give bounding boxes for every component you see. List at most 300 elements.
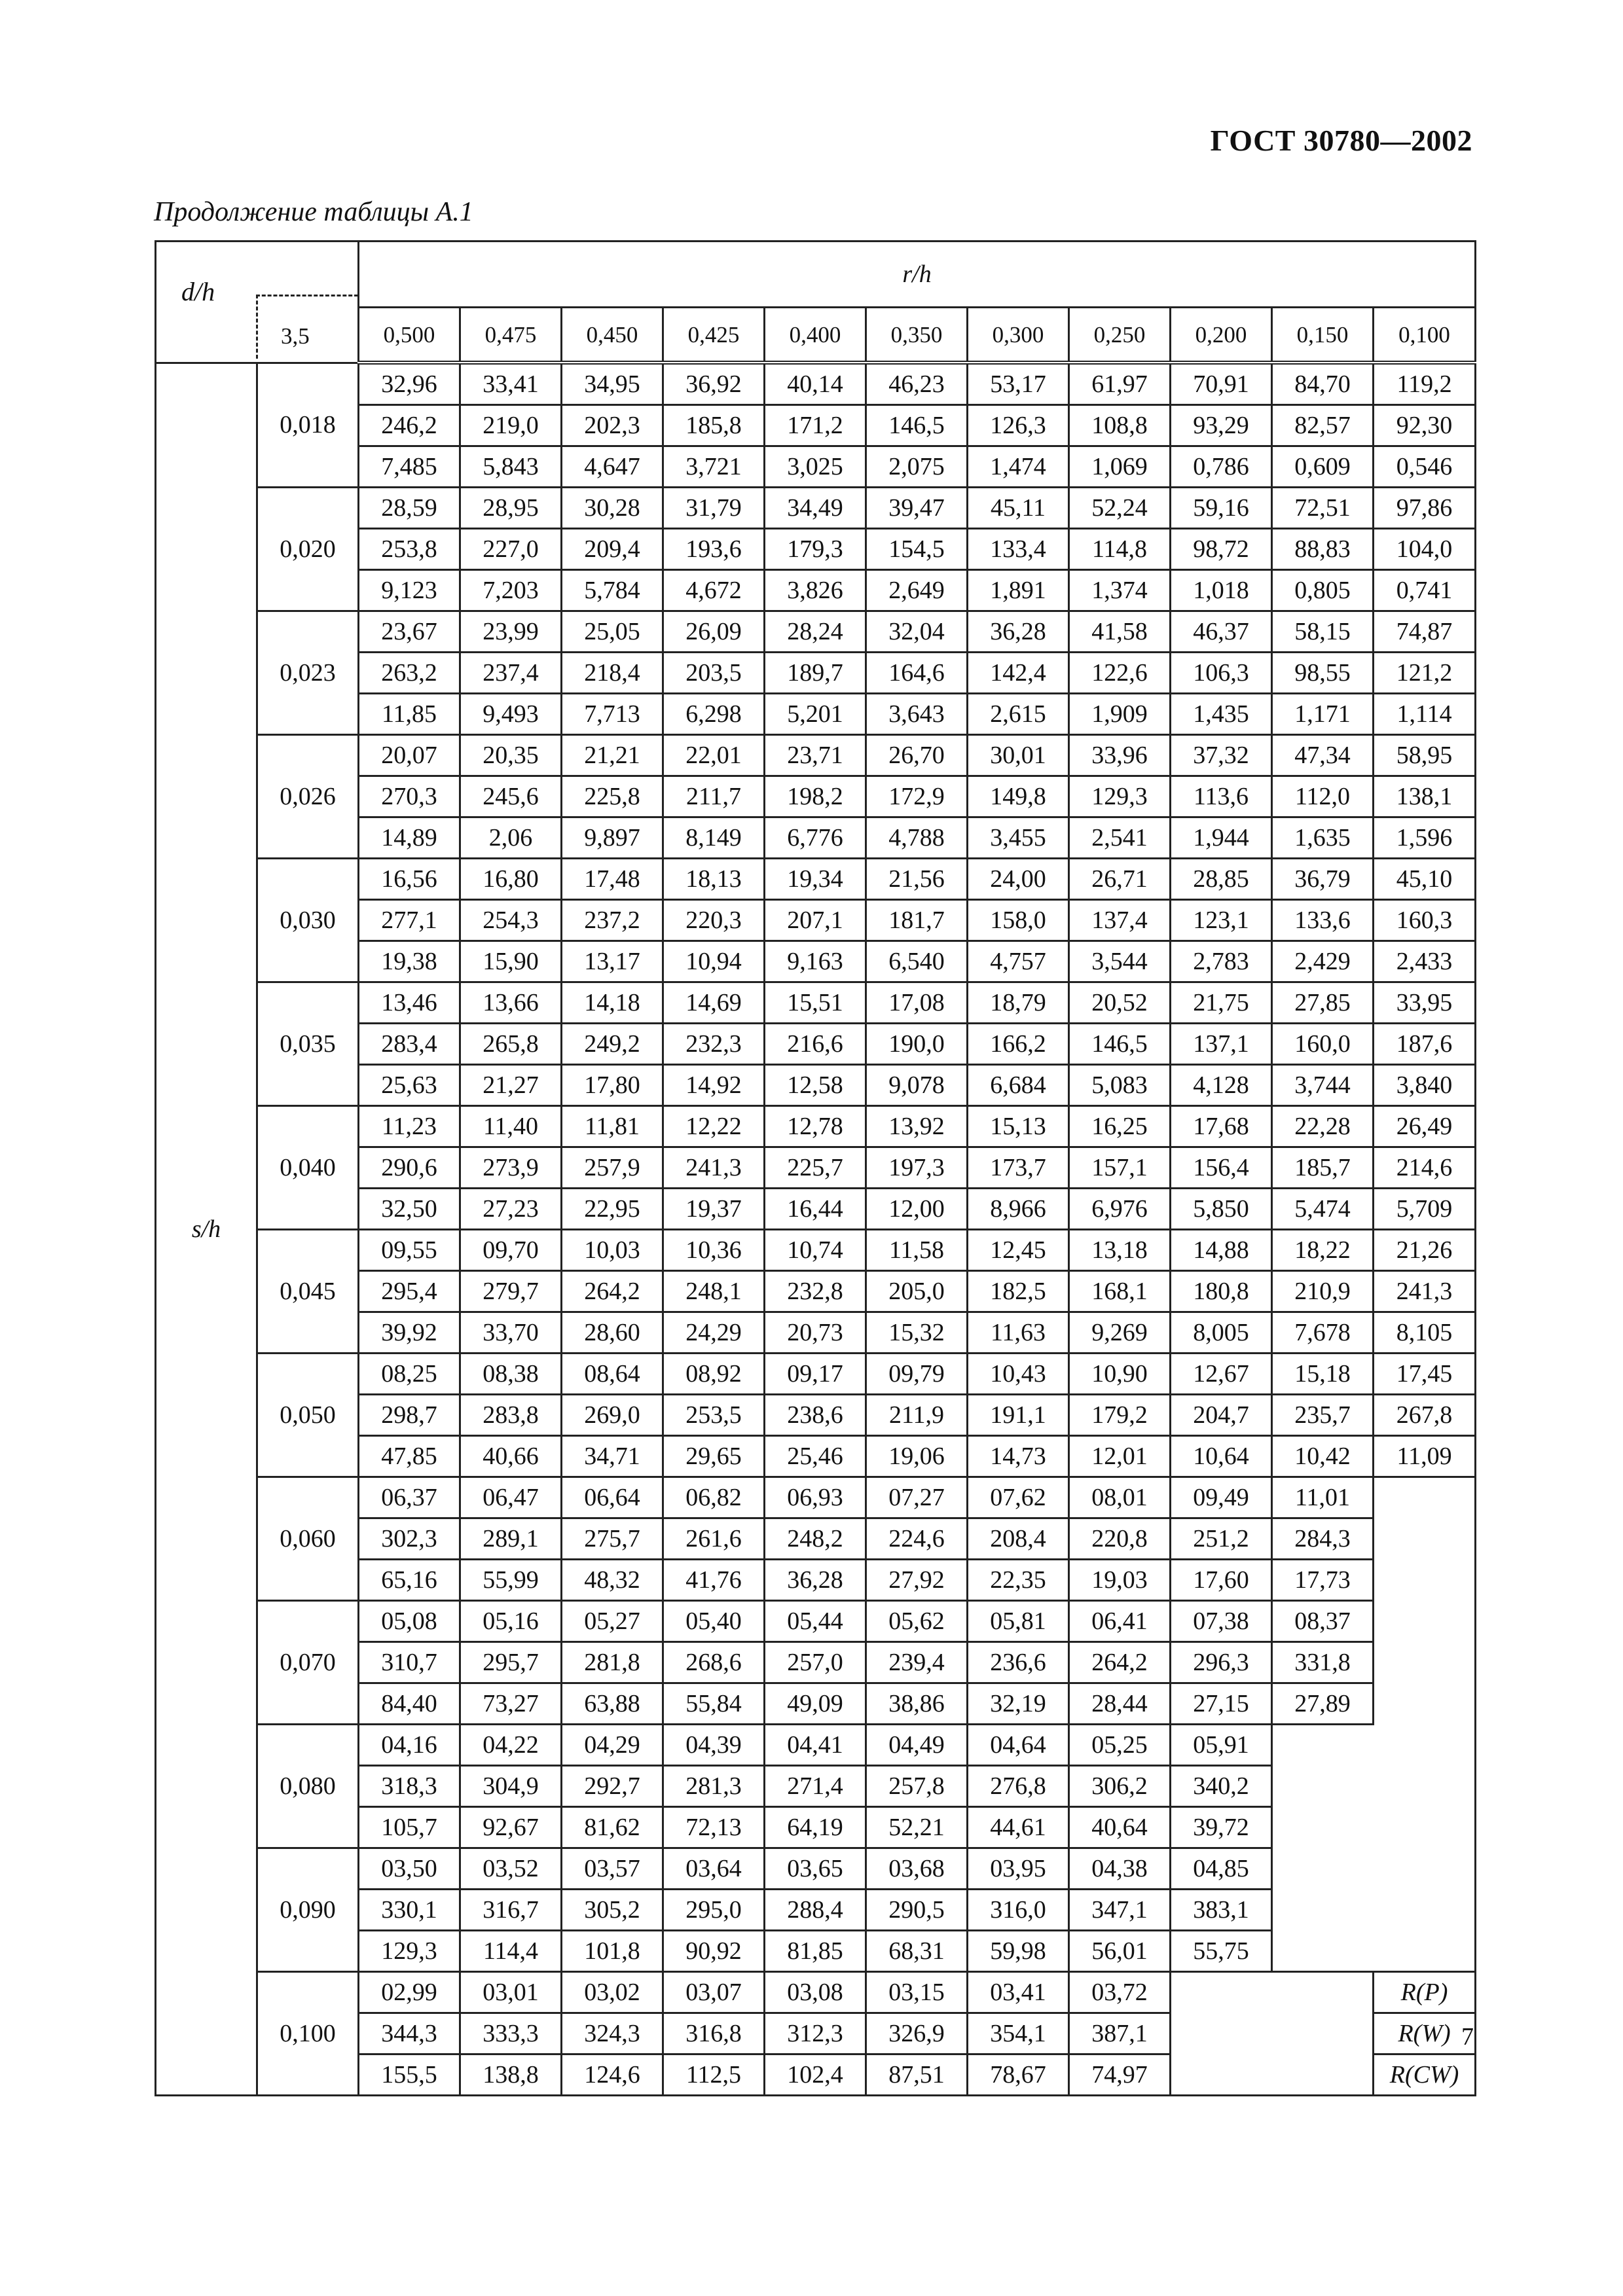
data-cell: 59,16 [1171, 488, 1272, 529]
data-cell: 55,99 [460, 1560, 562, 1601]
data-cell: 7,678 [1272, 1312, 1374, 1354]
data-cell: 316,0 [968, 1890, 1069, 1931]
data-cell: 5,474 [1272, 1189, 1374, 1230]
data-cell: 27,23 [460, 1189, 562, 1230]
data-cell: 08,37 [1272, 1601, 1374, 1642]
data-cell: 6,298 [663, 694, 765, 735]
data-cell: 6,540 [866, 941, 968, 982]
data-cell: 74,87 [1374, 611, 1476, 653]
data-cell: 1,374 [1069, 570, 1171, 611]
table-body [156, 242, 1476, 2096]
data-cell: 276,8 [968, 1766, 1069, 1807]
data-cell: 63,88 [562, 1683, 663, 1725]
data-cell: 267,8 [1374, 1395, 1476, 1436]
data-cell: 15,51 [765, 982, 866, 1024]
data-cell: 246,2 [359, 405, 460, 446]
data-cell: 13,17 [562, 941, 663, 982]
data-cell: 4,647 [562, 446, 663, 488]
s-value-cell: 0,026 [257, 735, 359, 859]
data-cell: 290,5 [866, 1890, 968, 1931]
column-header: 0,400 [765, 308, 866, 363]
data-cell: 2,541 [1069, 817, 1171, 859]
data-cell: 248,1 [663, 1271, 765, 1312]
data-cell: 04,29 [562, 1725, 663, 1766]
corner-dashed-tick [256, 295, 258, 359]
data-cell: 05,62 [866, 1601, 968, 1642]
empty-cell [1374, 1642, 1476, 1683]
data-cell: 238,6 [765, 1395, 866, 1436]
data-cell: 15,13 [968, 1106, 1069, 1147]
data-cell: 17,08 [866, 982, 968, 1024]
table-row [156, 363, 1476, 405]
data-cell: 12,00 [866, 1189, 968, 1230]
data-cell: 3,643 [866, 694, 968, 735]
data-cell: 1,944 [1171, 817, 1272, 859]
data-cell: 03,65 [765, 1848, 866, 1890]
data-cell: 03,52 [460, 1848, 562, 1890]
empty-cell [1171, 2013, 1374, 2054]
data-cell: 27,92 [866, 1560, 968, 1601]
data-cell: 316,7 [460, 1890, 562, 1931]
data-cell: 11,63 [968, 1312, 1069, 1354]
data-cell: 0,609 [1272, 446, 1374, 488]
data-cell: 04,85 [1171, 1848, 1272, 1890]
data-cell: 0,805 [1272, 570, 1374, 611]
data-cell: 11,23 [359, 1106, 460, 1147]
data-cell: 82,57 [1272, 405, 1374, 446]
data-cell: 15,90 [460, 941, 562, 982]
data-cell: 78,67 [968, 2054, 1069, 2096]
data-cell: 33,41 [460, 363, 562, 405]
row-group-label: s/h [156, 363, 257, 2096]
table-row [156, 1477, 1476, 1518]
data-cell: 36,28 [968, 611, 1069, 653]
data-cell: 129,3 [359, 1931, 460, 1972]
data-cell: 4,672 [663, 570, 765, 611]
data-cell: 239,4 [866, 1642, 968, 1683]
data-cell: 105,7 [359, 1807, 460, 1848]
data-cell: 37,32 [1171, 735, 1272, 776]
s-value-cell: 0,100 [257, 1972, 359, 2096]
data-cell: 179,3 [765, 529, 866, 570]
data-cell: 81,85 [765, 1931, 866, 1972]
column-header: 0,300 [968, 308, 1069, 363]
data-cell: 53,17 [968, 363, 1069, 405]
data-cell: 68,31 [866, 1931, 968, 1972]
table-row [156, 859, 1476, 900]
data-cell: 5,709 [1374, 1189, 1476, 1230]
data-cell: 64,19 [765, 1807, 866, 1848]
data-cell: 19,34 [765, 859, 866, 900]
data-cell: 383,1 [1171, 1890, 1272, 1931]
data-cell: 1,114 [1374, 694, 1476, 735]
data-cell: 28,59 [359, 488, 460, 529]
data-cell: 09,17 [765, 1354, 866, 1395]
data-cell: 28,24 [765, 611, 866, 653]
data-cell: 268,6 [663, 1642, 765, 1683]
data-cell: 204,7 [1171, 1395, 1272, 1436]
data-cell: 05,44 [765, 1601, 866, 1642]
data-cell: 29,65 [663, 1436, 765, 1477]
data-cell: 08,25 [359, 1354, 460, 1395]
data-cell: 04,49 [866, 1725, 968, 1766]
data-cell: 09,79 [866, 1354, 968, 1395]
data-cell: 114,8 [1069, 529, 1171, 570]
data-cell: 34,95 [562, 363, 663, 405]
data-cell: 160,3 [1374, 900, 1476, 941]
table-row [156, 1725, 1476, 1766]
data-cell: 9,493 [460, 694, 562, 735]
empty-cell [1272, 1725, 1476, 1766]
empty-cell [1171, 1972, 1374, 2013]
table-row [156, 982, 1476, 1024]
page-number: 7 [1461, 2023, 1474, 2051]
data-cell: 17,48 [562, 859, 663, 900]
empty-cell [1171, 2054, 1374, 2096]
data-cell: 20,52 [1069, 982, 1171, 1024]
data-cell: 225,7 [765, 1147, 866, 1189]
data-cell: 146,5 [1069, 1024, 1171, 1065]
data-cell: 28,85 [1171, 859, 1272, 900]
data-cell: 254,3 [460, 900, 562, 941]
document-header: ГОСТ 30780—2002 [1210, 124, 1472, 157]
data-cell: 344,3 [359, 2013, 460, 2054]
data-cell: 129,3 [1069, 776, 1171, 817]
data-cell: 316,8 [663, 2013, 765, 2054]
data-cell: 13,18 [1069, 1230, 1171, 1271]
data-cell: 13,66 [460, 982, 562, 1024]
data-cell: 182,5 [968, 1271, 1069, 1312]
data-cell: 08,01 [1069, 1477, 1171, 1518]
data-cell: 205,0 [866, 1271, 968, 1312]
data-cell: 0,546 [1374, 446, 1476, 488]
data-cell: 46,23 [866, 363, 968, 405]
data-cell: 13,92 [866, 1106, 968, 1147]
data-cell: 19,38 [359, 941, 460, 982]
s-value-cell: 0,020 [257, 488, 359, 611]
data-cell: 302,3 [359, 1518, 460, 1560]
data-cell: 46,37 [1171, 611, 1272, 653]
data-cell: 93,29 [1171, 405, 1272, 446]
data-cell: 26,70 [866, 735, 968, 776]
data-cell: 146,5 [866, 405, 968, 446]
data-cell: 248,2 [765, 1518, 866, 1560]
data-cell: 05,08 [359, 1601, 460, 1642]
data-cell: 03,50 [359, 1848, 460, 1890]
data-cell: 1,596 [1374, 817, 1476, 859]
data-cell: 05,40 [663, 1601, 765, 1642]
data-cell: 113,6 [1171, 776, 1272, 817]
data-cell: 21,56 [866, 859, 968, 900]
data-cell: 59,98 [968, 1931, 1069, 1972]
data-cell: 122,6 [1069, 653, 1171, 694]
data-cell: 21,27 [460, 1065, 562, 1106]
data-cell: 17,80 [562, 1065, 663, 1106]
data-cell: 61,97 [1069, 363, 1171, 405]
data-cell: 211,7 [663, 776, 765, 817]
data-cell: 137,4 [1069, 900, 1171, 941]
data-cell: 55,75 [1171, 1931, 1272, 1972]
data-cell: 19,37 [663, 1189, 765, 1230]
data-cell: 249,2 [562, 1024, 663, 1065]
column-header: 0,475 [460, 308, 562, 363]
data-cell: 137,1 [1171, 1024, 1272, 1065]
data-cell: 28,44 [1069, 1683, 1171, 1725]
data-cell: 257,9 [562, 1147, 663, 1189]
data-cell: 03,95 [968, 1848, 1069, 1890]
data-cell: 21,26 [1374, 1230, 1476, 1271]
data-cell: 03,64 [663, 1848, 765, 1890]
data-cell: 5,083 [1069, 1065, 1171, 1106]
data-cell: 06,93 [765, 1477, 866, 1518]
data-cell: 225,8 [562, 776, 663, 817]
data-cell: 34,49 [765, 488, 866, 529]
data-cell: 6,684 [968, 1065, 1069, 1106]
data-cell: 257,0 [765, 1642, 866, 1683]
data-cell: 25,46 [765, 1436, 866, 1477]
data-cell: 14,69 [663, 982, 765, 1024]
data-cell: 11,09 [1374, 1436, 1476, 1477]
column-header: 0,100 [1374, 308, 1476, 363]
data-cell: 112,0 [1272, 776, 1374, 817]
data-cell: 10,64 [1171, 1436, 1272, 1477]
data-cell: 32,04 [866, 611, 968, 653]
data-cell: 121,2 [1374, 653, 1476, 694]
data-cell: 296,3 [1171, 1642, 1272, 1683]
data-cell: 198,2 [765, 776, 866, 817]
column-group-label: r/h [359, 242, 1476, 308]
data-cell: 26,71 [1069, 859, 1171, 900]
data-cell: 283,4 [359, 1024, 460, 1065]
data-cell: 305,2 [562, 1890, 663, 1931]
data-cell: 187,6 [1374, 1024, 1476, 1065]
data-cell: 9,269 [1069, 1312, 1171, 1354]
data-cell: 14,73 [968, 1436, 1069, 1477]
data-cell: 70,91 [1171, 363, 1272, 405]
data-cell: 0,786 [1171, 446, 1272, 488]
data-cell: 06,37 [359, 1477, 460, 1518]
data-cell: 98,72 [1171, 529, 1272, 570]
data-cell: 9,078 [866, 1065, 968, 1106]
data-cell: 40,64 [1069, 1807, 1171, 1848]
data-cell: 3,744 [1272, 1065, 1374, 1106]
data-cell: 58,15 [1272, 611, 1374, 653]
data-cell: 22,01 [663, 735, 765, 776]
data-cell: 2,075 [866, 446, 968, 488]
data-cell: 03,72 [1069, 1972, 1171, 2013]
row-type-label-text: R(W) [1398, 2020, 1451, 2047]
data-cell: 15,18 [1272, 1354, 1374, 1395]
data-cell: 191,1 [968, 1395, 1069, 1436]
data-cell: 28,95 [460, 488, 562, 529]
data-cell: 14,18 [562, 982, 663, 1024]
data-cell: 102,4 [765, 2054, 866, 2096]
data-cell: 189,7 [765, 653, 866, 694]
data-cell: 197,3 [866, 1147, 968, 1189]
data-cell: 9,163 [765, 941, 866, 982]
data-cell: 207,1 [765, 900, 866, 941]
data-cell: 2,615 [968, 694, 1069, 735]
data-cell: 07,62 [968, 1477, 1069, 1518]
data-cell: 38,86 [866, 1683, 968, 1725]
data-cell: 1,474 [968, 446, 1069, 488]
table-row [156, 1601, 1476, 1642]
data-cell: 104,0 [1374, 529, 1476, 570]
data-cell: 306,2 [1069, 1766, 1171, 1807]
data-cell: 18,13 [663, 859, 765, 900]
data-cell: 277,1 [359, 900, 460, 941]
data-cell: 9,123 [359, 570, 460, 611]
data-cell: 1,435 [1171, 694, 1272, 735]
data-cell: 09,49 [1171, 1477, 1272, 1518]
data-cell: 26,09 [663, 611, 765, 653]
data-cell: 04,64 [968, 1725, 1069, 1766]
data-cell: 173,7 [968, 1147, 1069, 1189]
empty-cell [1374, 1518, 1476, 1560]
data-cell: 05,25 [1069, 1725, 1171, 1766]
data-cell: 220,8 [1069, 1518, 1171, 1560]
data-cell: 119,2 [1374, 363, 1476, 405]
s-value-cell: 0,050 [257, 1354, 359, 1477]
data-cell: 33,96 [1069, 735, 1171, 776]
data-cell: 4,128 [1171, 1065, 1272, 1106]
data-cell: 16,56 [359, 859, 460, 900]
data-cell: 8,105 [1374, 1312, 1476, 1354]
data-cell: 210,9 [1272, 1271, 1374, 1312]
data-cell: 331,8 [1272, 1642, 1374, 1683]
data-cell: 20,07 [359, 735, 460, 776]
data-cell: 295,7 [460, 1642, 562, 1683]
data-cell: 84,40 [359, 1683, 460, 1725]
header-row-1 [156, 242, 1476, 308]
data-cell: 22,95 [562, 1189, 663, 1230]
data-cell: 171,2 [765, 405, 866, 446]
data-cell: 10,94 [663, 941, 765, 982]
data-cell: 97,86 [1374, 488, 1476, 529]
data-cell: 149,8 [968, 776, 1069, 817]
data-cell: 03,07 [663, 1972, 765, 2013]
data-cell: 30,01 [968, 735, 1069, 776]
data-cell: 47,85 [359, 1436, 460, 1477]
data-cell: 33,95 [1374, 982, 1476, 1024]
data-cell: 123,1 [1171, 900, 1272, 941]
data-cell: 7,485 [359, 446, 460, 488]
s-value-cell: 0,018 [257, 363, 359, 488]
data-cell: 264,2 [1069, 1642, 1171, 1683]
data-cell: 19,03 [1069, 1560, 1171, 1601]
data-cell: 32,19 [968, 1683, 1069, 1725]
data-cell: 2,433 [1374, 941, 1476, 982]
data-cell: 1,018 [1171, 570, 1272, 611]
row-type-label [1374, 1972, 1476, 2013]
data-cell: 275,7 [562, 1518, 663, 1560]
data-cell: 03,08 [765, 1972, 866, 2013]
data-cell: 5,784 [562, 570, 663, 611]
data-cell: 8,149 [663, 817, 765, 859]
data-cell: 4,757 [968, 941, 1069, 982]
data-cell: 220,3 [663, 900, 765, 941]
table-row [156, 1354, 1476, 1395]
data-cell: 318,3 [359, 1766, 460, 1807]
data-cell: 2,783 [1171, 941, 1272, 982]
data-cell: 157,1 [1069, 1147, 1171, 1189]
data-cell: 07,38 [1171, 1601, 1272, 1642]
data-cell: 9,897 [562, 817, 663, 859]
data-cell: 1,171 [1272, 694, 1374, 735]
data-cell: 65,16 [359, 1560, 460, 1601]
row-type-label [1374, 2054, 1476, 2096]
row-type-label [1374, 2013, 1476, 2054]
data-cell: 185,7 [1272, 1147, 1374, 1189]
data-cell: 16,44 [765, 1189, 866, 1230]
data-cell: 11,40 [460, 1106, 562, 1147]
corner-cell [156, 242, 359, 363]
data-cell: 138,8 [460, 2054, 562, 2096]
data-cell: 2,649 [866, 570, 968, 611]
data-cell: 39,72 [1171, 1807, 1272, 1848]
data-cell: 202,3 [562, 405, 663, 446]
data-cell: 271,4 [765, 1766, 866, 1807]
data-cell: 3,840 [1374, 1065, 1476, 1106]
data-cell: 26,49 [1374, 1106, 1476, 1147]
data-cell: 05,16 [460, 1601, 562, 1642]
data-cell: 156,4 [1171, 1147, 1272, 1189]
data-cell: 290,6 [359, 1147, 460, 1189]
corner-value: 3,5 [281, 323, 310, 349]
data-cell: 142,4 [968, 653, 1069, 694]
data-cell: 7,713 [562, 694, 663, 735]
data-cell: 154,5 [866, 529, 968, 570]
column-header: 0,425 [663, 308, 765, 363]
empty-cell [1374, 1477, 1476, 1518]
data-cell: 14,92 [663, 1065, 765, 1106]
data-cell: 24,00 [968, 859, 1069, 900]
table-row [156, 735, 1476, 776]
data-cell: 23,99 [460, 611, 562, 653]
data-cell: 25,05 [562, 611, 663, 653]
data-cell: 112,5 [663, 2054, 765, 2096]
data-cell: 12,78 [765, 1106, 866, 1147]
data-cell: 09,55 [359, 1230, 460, 1271]
data-cell: 24,29 [663, 1312, 765, 1354]
data-cell: 14,89 [359, 817, 460, 859]
data-cell: 295,4 [359, 1271, 460, 1312]
data-cell: 310,7 [359, 1642, 460, 1683]
data-cell: 219,0 [460, 405, 562, 446]
data-cell: 34,71 [562, 1436, 663, 1477]
column-header: 0,200 [1171, 308, 1272, 363]
data-cell: 11,58 [866, 1230, 968, 1271]
data-cell: 218,4 [562, 653, 663, 694]
data-cell: 32,96 [359, 363, 460, 405]
data-cell: 15,32 [866, 1312, 968, 1354]
data-cell: 18,22 [1272, 1230, 1374, 1271]
data-cell: 236,6 [968, 1642, 1069, 1683]
data-cell: 354,1 [968, 2013, 1069, 2054]
data-cell: 237,4 [460, 653, 562, 694]
data-cell: 41,58 [1069, 611, 1171, 653]
data-cell: 273,9 [460, 1147, 562, 1189]
data-cell: 98,55 [1272, 653, 1374, 694]
data-cell: 52,21 [866, 1807, 968, 1848]
data-cell: 304,9 [460, 1766, 562, 1807]
empty-cell [1272, 1931, 1476, 1972]
table-row [156, 1230, 1476, 1271]
data-cell: 73,27 [460, 1683, 562, 1725]
data-cell: 55,84 [663, 1683, 765, 1725]
data-cell: 03,68 [866, 1848, 968, 1890]
data-cell: 214,6 [1374, 1147, 1476, 1189]
